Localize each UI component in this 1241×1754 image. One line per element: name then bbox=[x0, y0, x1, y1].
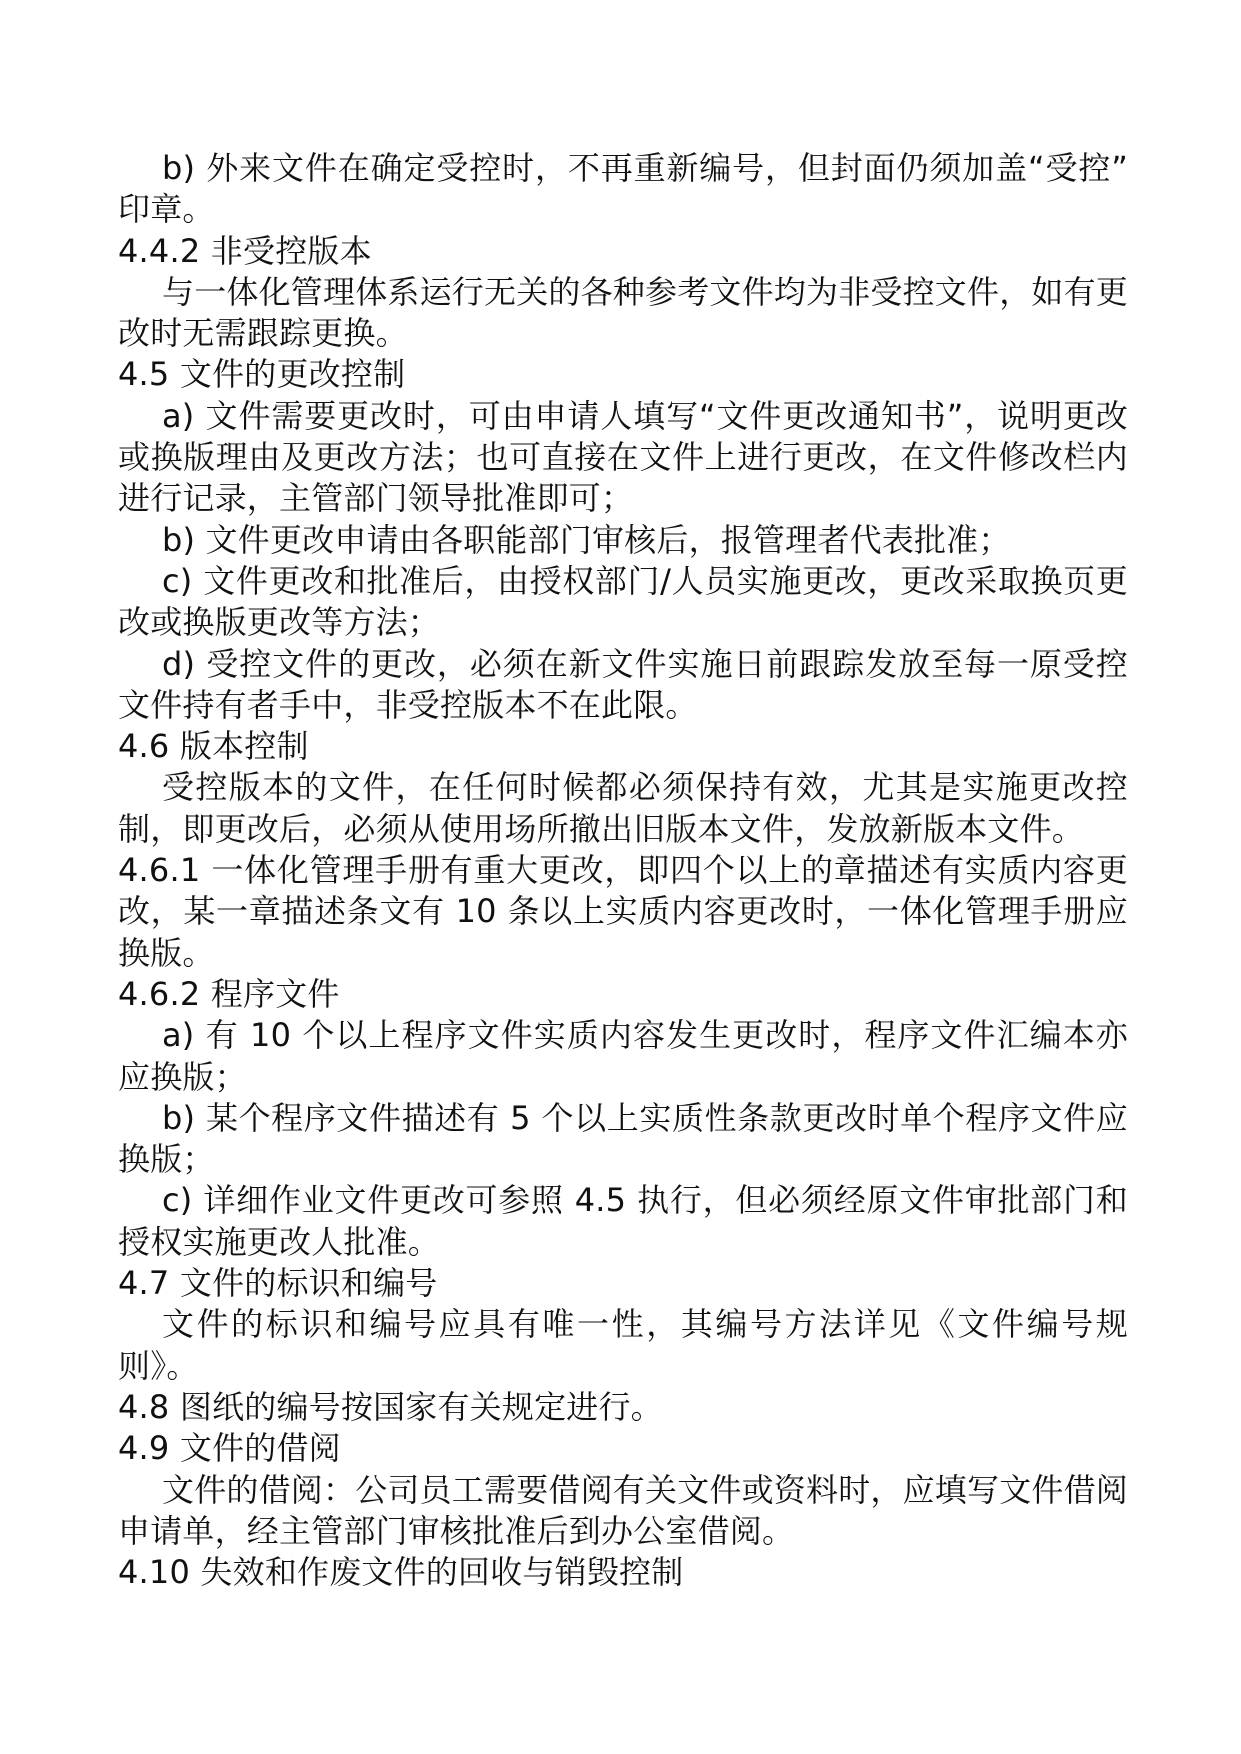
section-heading-4-10: 4.10 失效和作废文件的回收与销毁控制 bbox=[118, 1553, 684, 1592]
section-4-6-1: 4.6.1 一体化管理手册有重大更改，即四个以上的章描述有实质内容更改，某一章描述条文有 10 条以上实质内容更改时，一体化管理手册应换版。 bbox=[118, 851, 1128, 972]
paragraph-4-5-b: b) 文件更改申请由各职能部门审核后，报管理者代表批准； bbox=[162, 520, 1011, 559]
section-heading-4-5: 4.5 文件的更改控制 bbox=[118, 355, 406, 394]
section-heading-4-6: 4.6 版本控制 bbox=[118, 727, 309, 766]
paragraph-4-6-2-b: b) 某个程序文件描述有 5 个以上实质性条款更改时单个程序文件应换版； bbox=[118, 1098, 1128, 1179]
paragraph-4-5-a: a) 文件需要更改时，可由申请人填写“文件更改通知书”，说明更改或换版理由及更改方法；也可直接在文件上进行更改，在文件修改栏内进行记录，主管部门领导批准即可； bbox=[118, 396, 1128, 518]
paragraph-4-4-2-body: 与一体化管理体系运行无关的各种参考文件均为非受控文件，如有更改时无需跟踪更换。 bbox=[118, 272, 1129, 353]
section-heading-4-7: 4.7 文件的标识和编号 bbox=[118, 1264, 438, 1303]
section-heading-4-8: 4.8 图纸的编号按国家有关规定进行。 bbox=[118, 1387, 663, 1426]
paragraph-4-5-d: d) 受控文件的更改，必须在新文件实施日前跟踪发放至每一原受控文件持有者手中，非受控版本不在此限。 bbox=[118, 644, 1128, 724]
section-heading-4-6-2: 4.6.2 程序文件 bbox=[118, 974, 340, 1013]
paragraph-4-5-c: c) 文件更改和批准后，由授权部门/人员实施更改，更改采取换页更改或换版更改等方法； bbox=[118, 561, 1128, 642]
paragraph-4-6-2-a: a) 有 10 个以上程序文件实质内容发生更改时，程序文件汇编本亦应换版； bbox=[118, 1016, 1128, 1096]
document-body bbox=[118, 148, 1128, 1593]
section-heading-4-4-2: 4.4.2 非受控版本 bbox=[118, 231, 372, 270]
paragraph-4-4-1-b: b) 外来文件在确定受控时，不再重新编号，但封面仍须加盖“受控” 印章。 bbox=[118, 149, 1128, 229]
section-heading-4-9: 4.9 文件的借阅 bbox=[118, 1429, 341, 1468]
paragraph-4-9-body: 文件的借阅：公司员工需要借阅有关文件或资料时，应填写文件借阅申请单，经主管部门审核批准后到办公室借阅。 bbox=[118, 1470, 1129, 1550]
paragraph-4-6-2-c: c) 详细作业文件更改可参照 4.5 执行，但必须经原文件审批部门和授权实施更改人批准。 bbox=[118, 1181, 1128, 1261]
paragraph-4-7-body: 文件的标识和编号应具有唯一性，其编号方法详见《文件编号规则》。 bbox=[118, 1305, 1128, 1385]
paragraph-4-6-body: 受控版本的文件，在任何时候都必须保持有效，尤其是实施更改控制，即更改后，必须从使用场所撤出旧版本文件，发放新版本文件。 bbox=[118, 768, 1128, 848]
